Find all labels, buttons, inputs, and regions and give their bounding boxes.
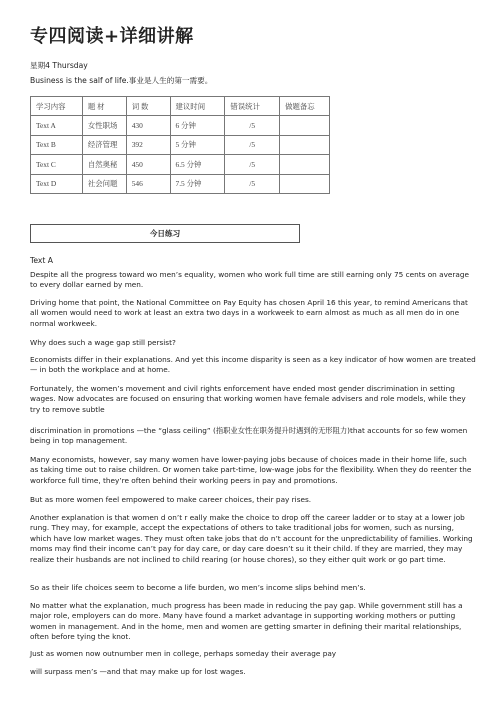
table-cell: /5	[225, 174, 280, 194]
paragraph: Fortunately, the women’s movement and civil rights enforcement have ended most gender discrimination in setting wages. Now advocates are focused on ensuring that working women have female advisers and role models, while they try to remove subtle	[30, 384, 466, 414]
table-cell: 430	[126, 116, 170, 136]
table-header: 词 数	[126, 97, 170, 116]
table-cell: 5 分钟	[170, 135, 225, 155]
practice-heading: 今日练习	[30, 224, 300, 243]
table-cell: /5	[225, 135, 280, 155]
table-cell: /5	[225, 116, 280, 136]
paragraph: Another explanation is that women d on’t r eally make the choice to drop off the career ladder or to stay at a lower job rung. They may, for example, accept the expectations of others to take traditional jobs for women, such as nursing, which have low market wages. They must often take jobs that do n’t account for the unpredictability of families. Working moms may find their income can’t pay for day care, or day care doesn’t su it their child. If they are married, they may realize their husbands are not inclined to child rearing (or house chores), so they either quit work or go part time.	[30, 513, 473, 564]
table-cell: 7.5 分钟	[170, 174, 225, 194]
table-cell	[280, 155, 330, 175]
paragraph: Despite all the progress toward wo men’s equality, women who work full time are still earning only 75 cents on average to every dollar earned by men.	[30, 270, 469, 290]
table-header-row	[31, 97, 330, 116]
table-cell: 女性职场	[82, 116, 126, 136]
table-cell	[280, 174, 330, 194]
table-cell	[280, 135, 330, 155]
date-line: 星期4 Thursday	[30, 61, 88, 70]
table-row	[31, 135, 330, 155]
table-cell: 6 分钟	[170, 116, 225, 136]
motto: Business is the salf of life.事业是人生的第一需要。	[30, 76, 213, 85]
paragraph: So as their life choices seem to become a life burden, wo men’s income slips behind men’s.	[30, 583, 366, 592]
table-cell: 546	[126, 174, 170, 194]
table-row	[31, 116, 330, 136]
text-label: Text A	[30, 256, 53, 265]
page-title: 专四阅读+详细讲解	[30, 26, 194, 47]
table-cell: Text C	[31, 155, 83, 175]
paragraph: Economists differ in their explanations. And yet this income disparity is seen as a key indicator of how women are treated — in both the workplace and at home.	[30, 355, 476, 375]
table-row	[31, 174, 330, 194]
paragraph: Driving home that point, the National Committee on Pay Equity has chosen April 16 this year, to remind Americans that all women would need to work at least an extra two days in a workweek to earn almost as much as all men do in one normal workweek.	[30, 298, 468, 328]
study-plan-table	[30, 96, 330, 194]
paragraph: discrimination in promotions —the “glass ceiling” (指职业女性在职务提升时遇到的无形阻力)that accounts for so few women being in top management.	[30, 426, 468, 446]
table-cell: 450	[126, 155, 170, 175]
table-cell: 经济管理	[82, 135, 126, 155]
table-header: 题 材	[82, 97, 126, 116]
table-header: 错误统计	[225, 97, 280, 116]
table-cell: Text A	[31, 116, 83, 136]
table-cell	[280, 116, 330, 136]
paragraph: Why does such a wage gap still persist?	[30, 338, 176, 347]
table-header: 学习内容	[31, 97, 83, 116]
paragraph: Just as women now outnumber men in college, perhaps someday their average pay	[30, 649, 337, 658]
paragraph: will surpass men’s —and that may make up for lost wages.	[30, 667, 246, 676]
table-row	[31, 155, 330, 175]
paragraph: No matter what the explanation, much progress has been made in reducing the pay gap. While government still has a major role, employers can do more. Many have found a market advantage in supporting working mothers or putting women in management. And in the home, men and women are getting smarter in defining their marital relationships, often before tying the knot.	[30, 601, 463, 642]
table-cell: 392	[126, 135, 170, 155]
paragraph: But as more women feel empowered to make career choices, their pay rises.	[30, 495, 312, 504]
table-header: 做题备忘	[280, 97, 330, 116]
table-header: 建议时间	[170, 97, 225, 116]
table-cell: Text B	[31, 135, 83, 155]
table-cell: 6.5 分钟	[170, 155, 225, 175]
paragraph: Many economists, however, say many women have lower-paying jobs because of choices made in their home life, such as taking time out to raise children. Or women take part-time, low-wage jobs for the flexibility. When they do reenter the workforce full time, they’re often behind their working peers in pay and promotions.	[30, 455, 472, 485]
table-cell: 社会问题	[82, 174, 126, 194]
table-cell: /5	[225, 155, 280, 175]
table-cell: Text D	[31, 174, 83, 194]
table-cell: 自然奥秘	[82, 155, 126, 175]
